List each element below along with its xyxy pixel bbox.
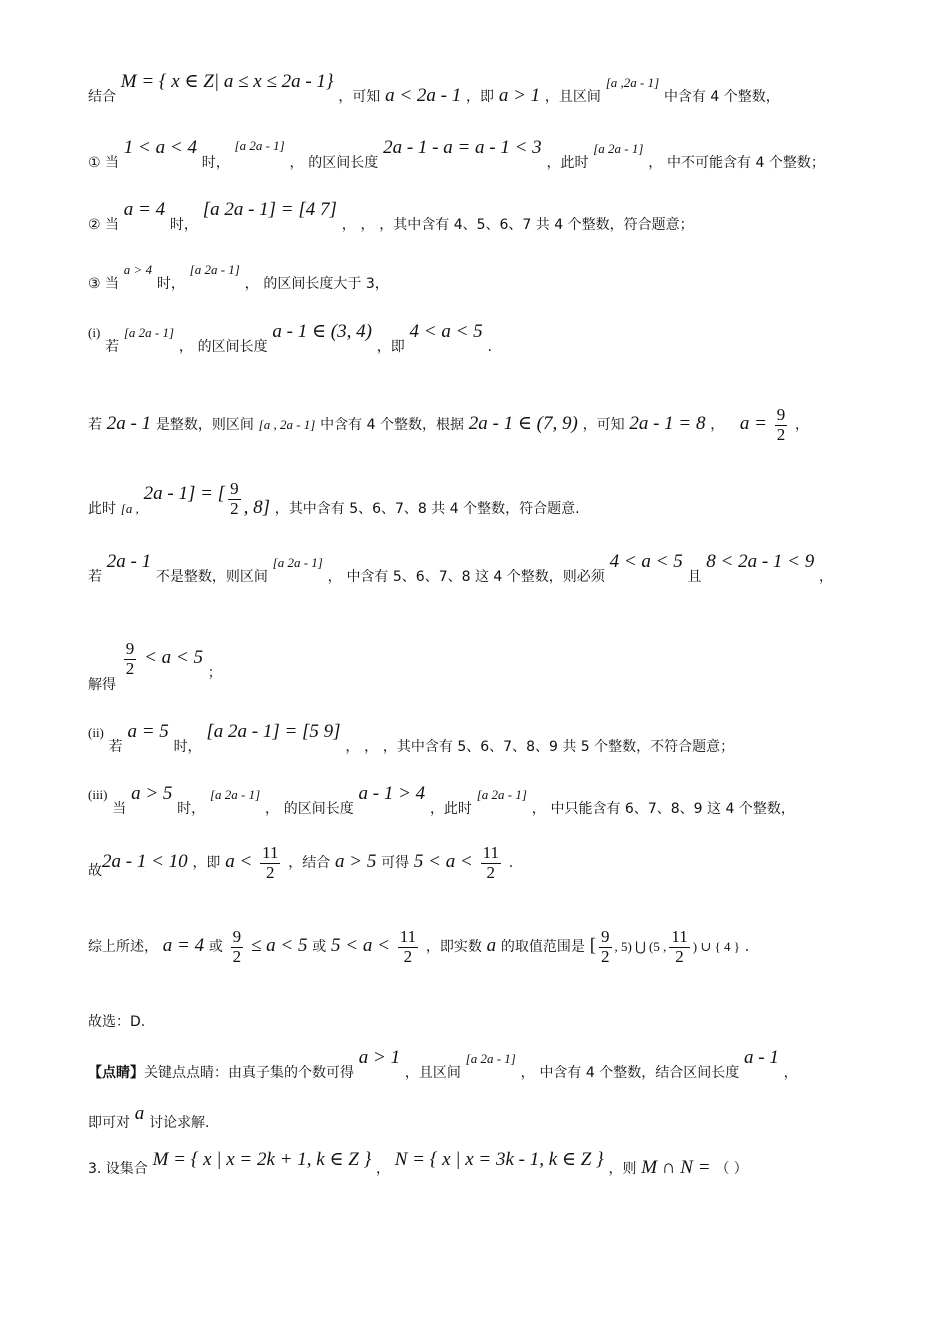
line-9: 解得 $\frac{9}{2}$ < a < 5 ；	[88, 639, 222, 694]
line-14: 故选：D.	[88, 1014, 146, 1030]
line-8: 若 2a - 1 不是整数，则区间 [a 2a - 1] ， 中含有 5、6、7、8 这 4 个整数，则必须 4 < a < 5 且 8 < 2a - 1 < 9 ，	[88, 551, 834, 585]
line-13: 综上所述， a = 4 或 $\frac{9}{2}$ ≤ a < 5 或 5 < a < $\frac{11}{2}$ ，即实数 a 的取值范围是 [ $\frac{9}{2}$ , 5) ⋃ (5 , $\frac{11}{2}$ ) ∪ { 4 } .	[88, 927, 750, 966]
line-5: (i) 若 [a 2a - 1] ， 的区间长度 a - 1 ∈ (3, 4) ，即 4 < a < 5 .	[88, 321, 492, 355]
line-11: (iii) 当 a > 5 时， [a 2a - 1] ， 的区间长度 a - 1 > 4 ，此时 [a 2a - 1] ， 中只能含有 6、7、8、9 这 4 个整数，	[88, 783, 795, 817]
line-12: 故2a - 1 < 10 ，即 a < $\frac{11}{2}$ ，结合 a > 5 可得 5 < a < $\frac{11}{2}$ .	[88, 843, 514, 882]
fraction-9-2: $\frac{9}{2}$	[230, 479, 239, 518]
fraction-11-2: $\frac{11}{2}$	[262, 843, 279, 882]
line-16: 即可对 a 讨论求解.	[88, 1103, 210, 1131]
line-4: ③ 当 a > 4 时， [a 2a - 1] ， 的区间长度大于 3，	[88, 262, 389, 292]
math-cond: a > 1	[498, 85, 541, 106]
line-6: 若 2a - 1 是整数，则区间 [a , 2a - 1] 中含有 4 个整数，根据 2a - 1 ∈ (7, 9) ，可知 2a - 1 = 8 ， a = $\frac{9}{2}$ ，	[88, 405, 809, 444]
math-interval: [a ,2a - 1]	[605, 75, 660, 90]
line-15: 【点睛】关键点点睛：由真子集的个数可得 a > 1 ，且区间 [a 2a - 1] ， 中含有 4 个整数，结合区间长度 a - 1 ，	[88, 1047, 798, 1081]
fraction-11-2: $\frac{11}{2}$	[482, 843, 499, 882]
line-1: 结合 M = { x ∈ Z| a ≤ x ≤ 2a - 1} ，可知 a < 2a - 1 ，即 a > 1 ，且区间 [a ,2a - 1] 中含有 4 个整数，	[88, 71, 780, 106]
line-3: ② 当 a = 4 时， [a 2a - 1] = [4 7] ， ， ，其中含有 4、5、6、7 共 4 个整数，符合题意；	[88, 199, 694, 233]
math-inequality: a < 2a - 1	[385, 85, 462, 106]
line-10: (ii) 若 a = 5 时， [a 2a - 1] = [5 9] ， ， ，其中含有 5、6、7、8、9 共 5 个整数，不符合题意；	[88, 721, 735, 755]
fraction-9-2: $\frac{9}{2}$	[776, 405, 786, 444]
line-2: ① 当 1 < a < 4 时， [a 2a - 1] ， 的区间长度 2a - 1 - a = a - 1 < 3 ，此时 [a 2a - 1] ， 中不可能含有 4 个整数；	[88, 137, 825, 171]
fraction-9-2: $\frac{9}{2}$	[125, 639, 135, 678]
line-7: 此时 [a , 2a - 1] = [ $\frac{9}{2}$ , 8] ，其中含有 5、6、7、8 共 4 个整数，符合题意.	[88, 479, 580, 519]
math-set-m: M = { x ∈ Z| a ≤ x ≤ 2a - 1}	[120, 71, 334, 92]
line-17: 3. 设集合 M = { x | x = 2k + 1, k ∈ Z } ， N = { x | x = 3k - 1, k ∈ Z } ，则 M ∩ N = （ ）	[88, 1149, 748, 1178]
